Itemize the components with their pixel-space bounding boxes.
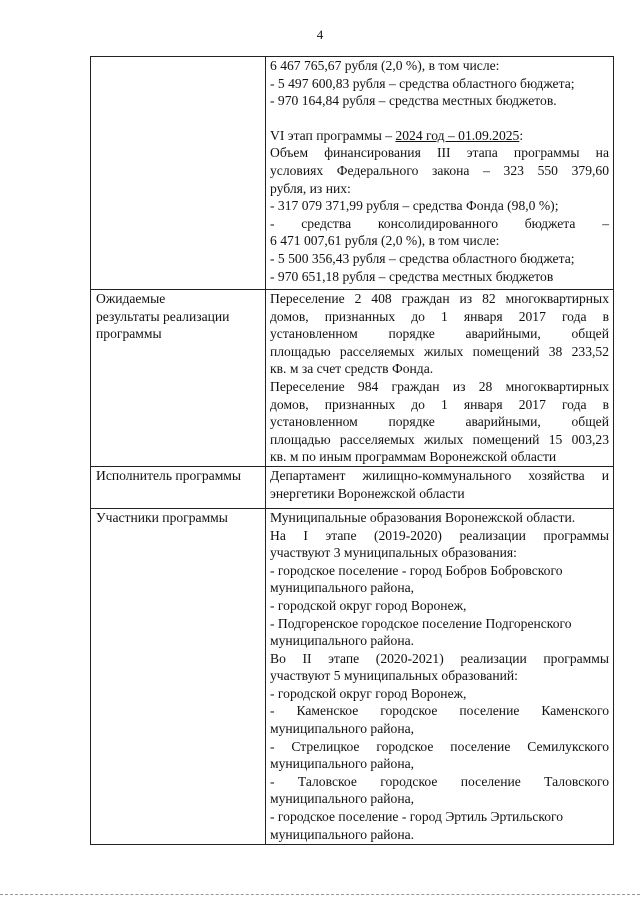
executor-label-cell (91, 466, 266, 508)
participants-row (91, 508, 614, 844)
results-line: кв. м за счет средств Фонда. (270, 361, 434, 377)
program-passport-table (90, 56, 614, 845)
executor-row (91, 466, 614, 508)
stage-heading-prefix: VI этап программы – (270, 127, 396, 143)
participants-line: участвуют 3 муниципальных образования: (270, 545, 517, 561)
participants-line: Муниципальные образования Воронежской области. (270, 509, 576, 525)
executor-label: Исполнитель программы (96, 467, 242, 483)
participants-line: - городской округ город Воронеж, (270, 597, 467, 613)
funding-line: условиях Федерального закона – 323 550 379,60 (270, 162, 609, 178)
results-label-line: программы (96, 326, 162, 342)
participants-line: - Таловское городское поселение Таловского (270, 773, 609, 789)
funding-line: Объем финансирования III этапа программы на (270, 145, 609, 161)
page-number: 4 (316, 27, 324, 42)
funding-line: 6 467 765,67 рубля (2,0 %), в том числе: (270, 58, 500, 73)
funding-content-cell (266, 57, 614, 290)
results-row (91, 290, 614, 467)
participants-line: муниципального района. (270, 633, 415, 649)
results-line: кв. м по иным программам Воронежской области (270, 449, 557, 465)
funding-row (91, 57, 614, 290)
funding-line: - 5 497 600,83 рубля – средства областного бюджета; (270, 75, 575, 91)
stage-heading-suffix: : (519, 127, 524, 143)
executor-line: Департамент жилищно-коммунального хозяйства и (270, 467, 609, 483)
results-line: установленном порядке аварийными, общей (270, 414, 609, 430)
participants-line: - городское поселение - город Бобров Бобровского (270, 562, 563, 578)
results-line: площадью расселяемых жилых помещений 15 003,23 (270, 431, 609, 447)
participants-line: муниципального района, (270, 756, 415, 772)
funding-line: рубля, из них: (270, 180, 351, 196)
participants-line: муниципального района, (270, 721, 415, 737)
participants-line: муниципального района, (270, 580, 415, 596)
page-bottom-divider (0, 894, 640, 895)
participants-label: Участники программы (96, 509, 228, 525)
participants-line: На I этапе (2019-2020) реализации программы (270, 527, 609, 543)
participants-line: - Каменское городское поселение Каменского (270, 703, 609, 719)
results-line: площадью расселяемых жилых помещений 38 233,52 (270, 343, 609, 359)
funding-line: 6 471 007,61 рубля (2,0 %), в том числе: (270, 233, 500, 249)
stage-heading (270, 127, 609, 145)
executor-content-cell (266, 466, 614, 508)
stage-dates: 2024 год – 01.09.2025 (395, 127, 520, 143)
participants-label-cell (91, 508, 266, 844)
participants-line: - городское поселение - город Эртиль Эртильского (270, 809, 564, 825)
participants-content-cell (266, 508, 614, 844)
blank-line (270, 110, 609, 127)
participants-line: муниципального района, (270, 791, 415, 807)
participants-line: - городской округ город Воронеж, (270, 685, 467, 701)
results-line: установленном порядке аварийными, общей (270, 326, 609, 342)
results-line: домов, признанных до 1 января 2017 года в (270, 396, 609, 412)
funding-line: - 970 164,84 рубля – средства местных бюджетов. (270, 93, 557, 109)
participants-line: участвуют 5 муниципальных образований: (270, 668, 518, 684)
participants-line: Во II этапе (2020-2021) реализации программы (270, 650, 609, 666)
results-line: домов, признанных до 1 января 2017 года в (270, 308, 609, 324)
results-label-line: Ожидаемые (96, 291, 166, 306)
funding-line: - 5 500 356,43 рубля – средства областного бюджета; (270, 250, 575, 266)
results-line: Переселение 2 408 граждан из 82 многоквартирных (270, 291, 609, 306)
participants-line: - Подгоренское городское поселение Подгоренского (270, 615, 572, 631)
results-label-line: результаты реализации (96, 308, 230, 324)
funding-line: - 317 079 371,99 рубля – средства Фонда (98,0 %); (270, 198, 559, 214)
executor-line: энергетики Воронежской области (270, 485, 465, 501)
funding-line: - 970 651,18 рубля – средства местных бюджетов (270, 268, 554, 284)
results-content-cell (266, 290, 614, 467)
participants-line: муниципального района. (270, 826, 415, 842)
results-line: Переселение 984 граждан из 28 многоквартирных (270, 378, 609, 394)
participants-line: - Стрелицкое городское поселение Семилукского (270, 738, 609, 754)
funding-line: - средства консолидированного бюджета – (270, 215, 609, 231)
funding-label-cell (91, 57, 266, 290)
results-label-cell (91, 290, 266, 467)
